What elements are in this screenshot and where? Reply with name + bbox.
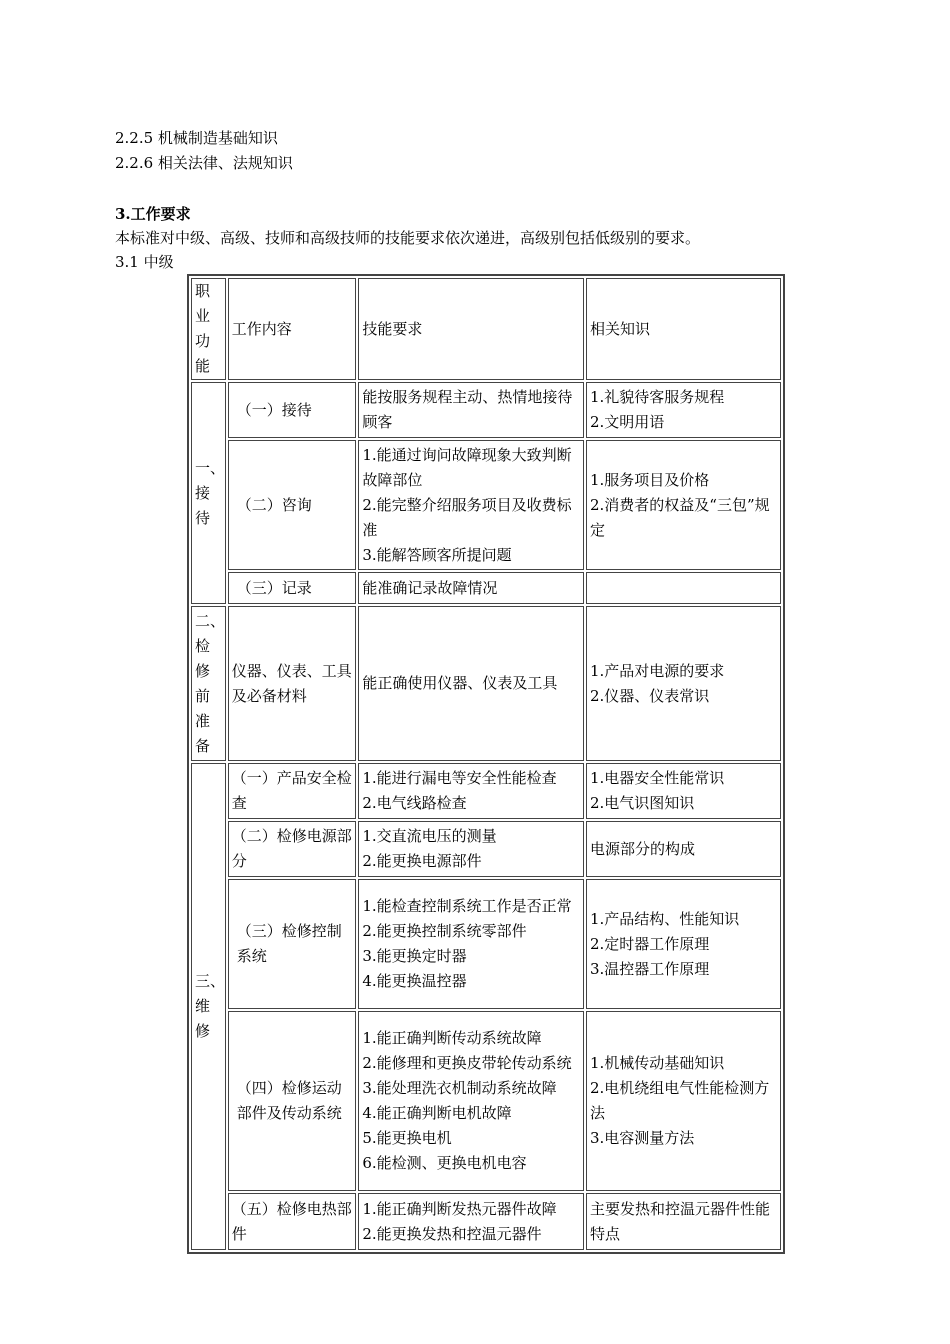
knowledge-cell [586,382,781,438]
content-cell: （一）接待 [228,382,357,438]
table-row [191,821,781,877]
skill-line: 6.能检测、更换电机电容 [362,1154,527,1172]
skill-line: 3.能更换定时器 [362,947,467,965]
skill-line: 2.电气线路检查 [362,794,467,812]
knowledge-line: 2.仪器、仪表常识 [589,686,710,705]
content-cell: （二）检修电源部分 [228,821,357,877]
table-row [191,382,781,438]
intro-line-1: 2.2.5 机械制造基础知识 [115,129,278,147]
content-cell: （一）产品安全检查 [228,763,357,819]
knowledge-line: 1.机械传动基础知识 [589,1054,725,1072]
table-row [191,1193,781,1250]
function-cell: 一、接待 [191,382,226,604]
skill-line: 5.能更换电机 [362,1129,452,1147]
content-cell: （三）记录 [228,572,357,604]
content-cell: （五）检修电热部件 [228,1193,357,1250]
header-function: 职业功能 [191,278,226,380]
section-description: 本标准对中级、高级、技师和高级技师的技能要求依次递进，高级别包括低级别的要求。 [115,229,701,247]
skill-line: 1.能通过询问故障现象大致判断故障部位 [362,445,572,489]
skill-line: 2.能更换电源部件 [362,852,482,870]
header-row [191,278,781,380]
knowledge-line: 1.礼貌待客服务规程 [589,388,725,406]
knowledge-cell [586,572,781,604]
skill-cell [358,821,584,877]
knowledge-line: 2.文明用语 [589,413,665,431]
table-row [191,606,781,761]
knowledge-line: 1.产品对电源的要求 [589,661,725,680]
skill-cell [358,606,584,761]
table-row [191,763,781,819]
skill-line: 1.能进行漏电等安全性能检查 [362,769,557,787]
content-cell: 仪器、仪表、工具及必备材料 [228,606,357,761]
skill-cell [358,1011,584,1191]
knowledge-cell [586,606,781,761]
requirements-table [187,274,785,1254]
content-cell: （四）检修运动部件及传动系统 [228,1011,357,1191]
knowledge-line: 2.定时器工作原理 [589,934,710,953]
skill-cell [358,879,584,1009]
skill-line: 2.能更换控制系统零部件 [362,922,527,940]
header-knowledge: 相关知识 [586,278,781,380]
knowledge-line: 3.温控器工作原理 [589,959,710,978]
knowledge-cell [586,821,781,877]
table-row [191,1011,781,1191]
section-heading: 3.工作要求 [115,205,191,223]
knowledge-line: 电源部分的构成 [589,839,695,858]
skill-cell [358,572,584,604]
header-content: 工作内容 [228,278,357,380]
knowledge-cell [586,440,781,570]
skill-line: 能正确使用仪器、仪表及工具 [362,674,558,692]
header-skill: 技能要求 [358,278,584,380]
knowledge-cell [586,1193,781,1250]
knowledge-line: 1.服务项目及价格 [589,470,710,489]
knowledge-line: 2.消费者的权益及“三包”规定 [589,495,770,539]
content-cell: （三）检修控制系统 [228,879,357,1009]
level-label: 3.1 中级 [115,253,174,271]
knowledge-cell [586,763,781,819]
knowledge-line: 主要发热和控温元器件性能特点 [589,1199,770,1243]
skill-line: 能准确记录故障情况 [362,578,498,597]
skill-cell [358,1193,584,1250]
skill-line: 2.能更换发热和控温元器件 [362,1224,542,1243]
skill-cell [358,763,584,819]
skill-line: 3.能处理洗衣机制动系统故障 [362,1079,557,1097]
knowledge-cell [586,1011,781,1191]
skill-cell [358,382,584,438]
skill-line: 1.交直流电压的测量 [362,827,497,845]
knowledge-line: 3.电容测量方法 [589,1129,695,1147]
knowledge-line: 2.电机绕组电气性能检测方法 [589,1079,770,1122]
skill-line: 4.能正确判断电机故障 [362,1104,512,1122]
knowledge-line: 1.电器安全性能常识 [589,769,725,787]
content-cell: （二）咨询 [228,440,357,570]
knowledge-line: 2.电气识图知识 [589,794,695,812]
skill-line: 1.能检查控制系统工作是否正常 [362,897,572,915]
table-row [191,572,781,604]
table-row [191,440,781,570]
function-cell: 二、检修前准备 [191,606,226,761]
skill-cell [358,440,584,570]
skill-line: 1.能正确判断发热元器件故障 [362,1199,557,1218]
skill-line: 1.能正确判断传动系统故障 [362,1029,542,1047]
skill-line: 能按服务规程主动、热情地接待顾客 [362,388,573,431]
skill-line: 2.能修理和更换皮带轮传动系统 [362,1054,572,1072]
function-cell: 三、维修 [191,763,226,1250]
intro-line-2: 2.2.6 相关法律、法规知识 [115,154,293,172]
skill-line: 4.能更换温控器 [362,972,467,990]
skill-line: 2.能完整介绍服务项目及收费标准 [362,495,572,539]
knowledge-line: 1.产品结构、性能知识 [589,909,740,928]
skill-line: 3.能解答顾客所提问题 [362,545,512,564]
table-row [191,879,781,1009]
knowledge-cell [586,879,781,1009]
